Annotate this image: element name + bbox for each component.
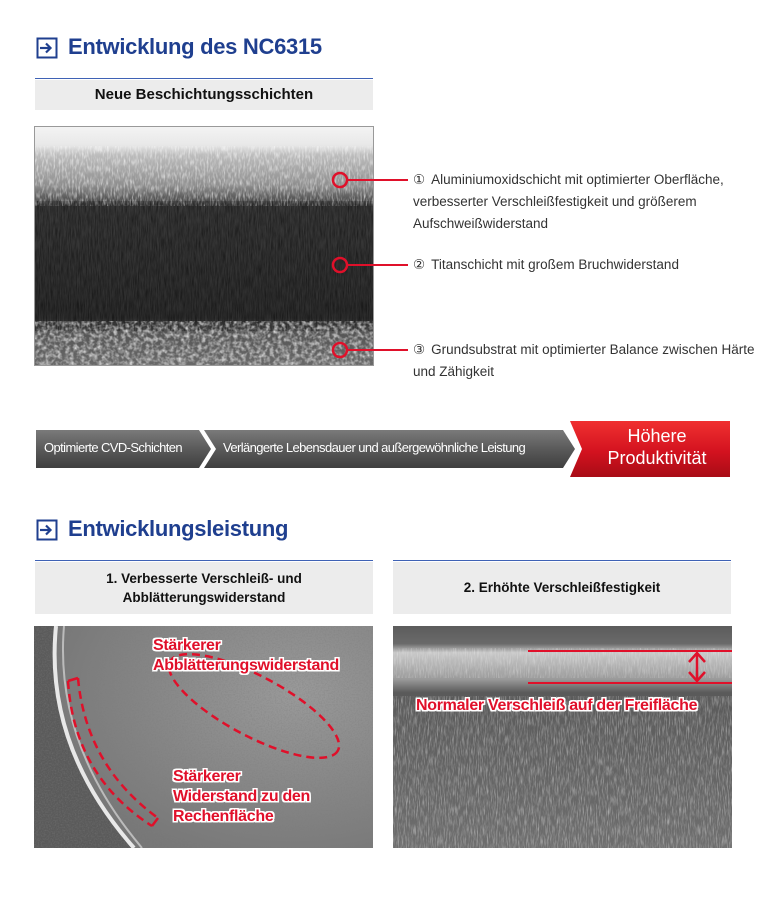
section-title-development: Entwicklung des NC6315 [68,34,322,59]
layer-text-1: Aluminiumoxidschicht mit optimierter Oberfläche, verbesserter Verschleißfestigkeit und größerem Aufschweißwiderstand [413,172,724,231]
rake-face-resistance-label [173,767,310,827]
layer-number-3: ③ [413,342,426,357]
layer-description-1 [413,169,763,235]
layer-description-2 [413,254,763,276]
flank-wear-image [393,626,732,848]
flaking-label-line-2: Abblätterungswiderstand [153,657,340,674]
arrow-right-box-icon [36,519,58,541]
flank-wear-label: Normaler Verschleiß auf der Freifläche [416,697,698,714]
layer-text-2: Titanschicht mit großem Bruchwiderstand [431,257,679,272]
panel-1-heading-line-1: 1. Verbesserte Verschleiß- und [106,571,302,586]
layer-description-3 [413,339,758,383]
flow-result-label [582,425,732,469]
rake-label-line-2: Widerstand zu den [173,788,310,805]
coating-cross-section-image [34,126,374,366]
layer-text-3: Grundsubstrat mit optimierter Balance zwischen Härte und Zähigkeit [413,342,755,379]
flow-step-1-label: Optimierte CVD-Schichten [44,440,183,455]
panel-2-heading: 2. Erhöhte Verschleißfestigkeit [393,562,731,614]
rake-label-line-3: Rechenfläche [173,808,274,825]
coating-layers-subheading: Neue Beschichtungsschichten [35,80,373,110]
section-divider [35,78,373,79]
panel-1-heading-line-2: Abblätterungswiderstand [122,590,286,605]
flaking-resistance-label [153,636,339,676]
marker-circle-1 [333,173,347,187]
layer-number-1: ① [413,172,426,187]
arrow-right-box-icon [36,37,58,59]
rake-label-line-1: Stärkerer [173,768,241,785]
layer-markers [328,166,413,366]
flow-result-line-1: Höhere [627,426,687,446]
layer-number-2: ② [413,257,426,272]
marker-circle-3 [333,343,347,357]
flow-step-2-label: Verlängerte Lebensdauer und außergewöhnliche Leistung [223,440,526,455]
flow-result-line-2: Produktivität [607,448,707,468]
panel-2-divider [393,560,731,561]
panel-1-divider [35,560,373,561]
section-title-performance: Entwicklungsleistung [68,516,289,541]
flaking-label-line-1: Stärkerer [153,637,221,654]
marker-circle-2 [333,258,347,272]
panel-1-heading [35,562,373,614]
